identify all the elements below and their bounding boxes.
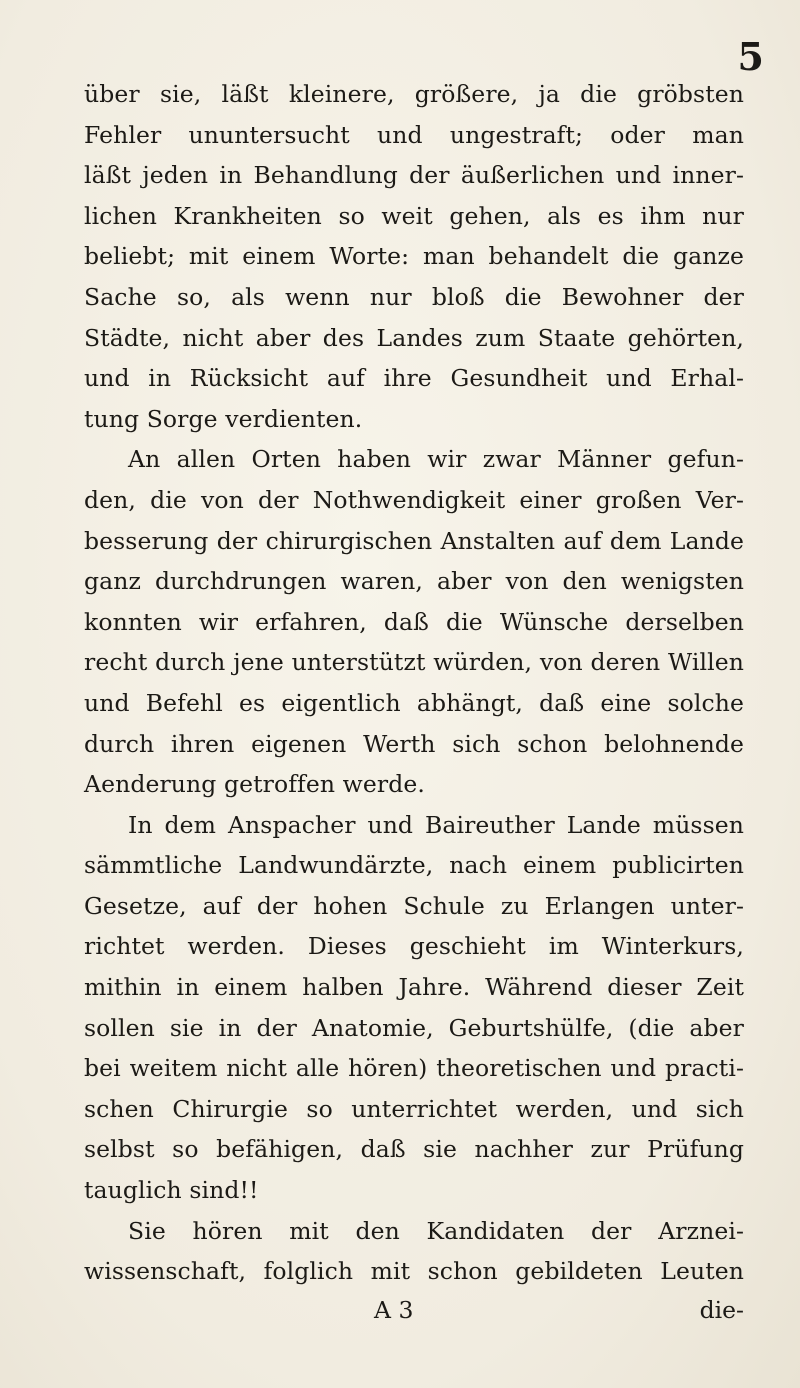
text-line: tung Sorge verdienten. [84, 404, 363, 433]
text-line: schen Chirurgie so unterrichtet werden, und sich [84, 1094, 744, 1123]
body-text [84, 74, 744, 1292]
text-line: besserung der chirurgischen Anstalten auf dem Lande [84, 526, 744, 555]
text-line: wissenschaft, folglich mit schon gebildeten Leuten [84, 1257, 744, 1286]
text-line: und in Rücksicht auf ihre Gesundheit und Erhal- [84, 364, 744, 393]
text-line: Gesetze, auf der hohen Schule zu Erlangen unter- [84, 891, 744, 920]
text-line: mithin in einem halben Jahre. Während dieser Zeit [84, 973, 744, 1002]
text-line: An allen Orten haben wir zwar Männer gefun- [128, 445, 744, 474]
text-line: bei weitem nicht alle hören) theoretischen und practi- [84, 1054, 744, 1083]
text-line: sämmtliche Landwundärzte, nach einem publicirten [84, 851, 744, 880]
text-line: durch ihren eigenen Werth sich schon belohnende [84, 729, 744, 758]
text-line: tauglich sind!! [84, 1176, 259, 1205]
text-line: konnten wir erfahren, daß die Wünsche derselben [84, 607, 744, 636]
text-line: selbst so befähigen, daß sie nachher zur Prüfung [84, 1135, 744, 1164]
text-line: richtet werden. Dieses geschieht im Winterkurs, [84, 932, 744, 961]
text-line: über sie, läßt kleinere, größere, ja die gröbsten [84, 80, 744, 108]
page-number: 5 [737, 34, 764, 79]
text-line: sollen sie in der Anatomie, Geburtshülfe, (die aber [84, 1013, 744, 1042]
printer-signature-mark: A 3 [374, 1296, 414, 1324]
catchword: die- [699, 1296, 744, 1324]
paragraph-4 [84, 1211, 744, 1292]
paragraph-2 [84, 439, 744, 804]
text-line: Städte, nicht aber des Landes zum Staate gehörten, [84, 323, 744, 352]
text-line: Sache so, als wenn nur bloß die Bewohner der [84, 282, 744, 311]
text-line: den, die von der Nothwendigkeit einer großen Ver- [84, 485, 744, 514]
text-line: ganz durchdrungen waren, aber von den wenigsten [84, 567, 744, 596]
text-line: Fehler ununtersucht und ungestraft; oder man [84, 120, 744, 149]
text-line: In dem Anspacher und Baireuther Lande müssen [128, 810, 744, 839]
text-line: läßt jeden in Behandlung der äußerlichen und inner- [84, 161, 744, 190]
text-line: beliebt; mit einem Worte: man behandelt die ganze [84, 242, 744, 271]
text-line: Aenderung getroffen werde. [84, 770, 425, 799]
paragraph-1 [84, 74, 744, 439]
text-line: Sie hören mit den Kandidaten der Arznei- [128, 1216, 744, 1245]
paragraph-3 [84, 805, 744, 1211]
text-line: lichen Krankheiten so weit gehen, als es ihm nur [84, 201, 744, 230]
page-footer [84, 1290, 744, 1330]
text-line: recht durch jene unterstützt würden, von deren Willen [84, 648, 744, 677]
text-line: und Befehl es eigentlich abhängt, daß eine solche [84, 688, 744, 717]
